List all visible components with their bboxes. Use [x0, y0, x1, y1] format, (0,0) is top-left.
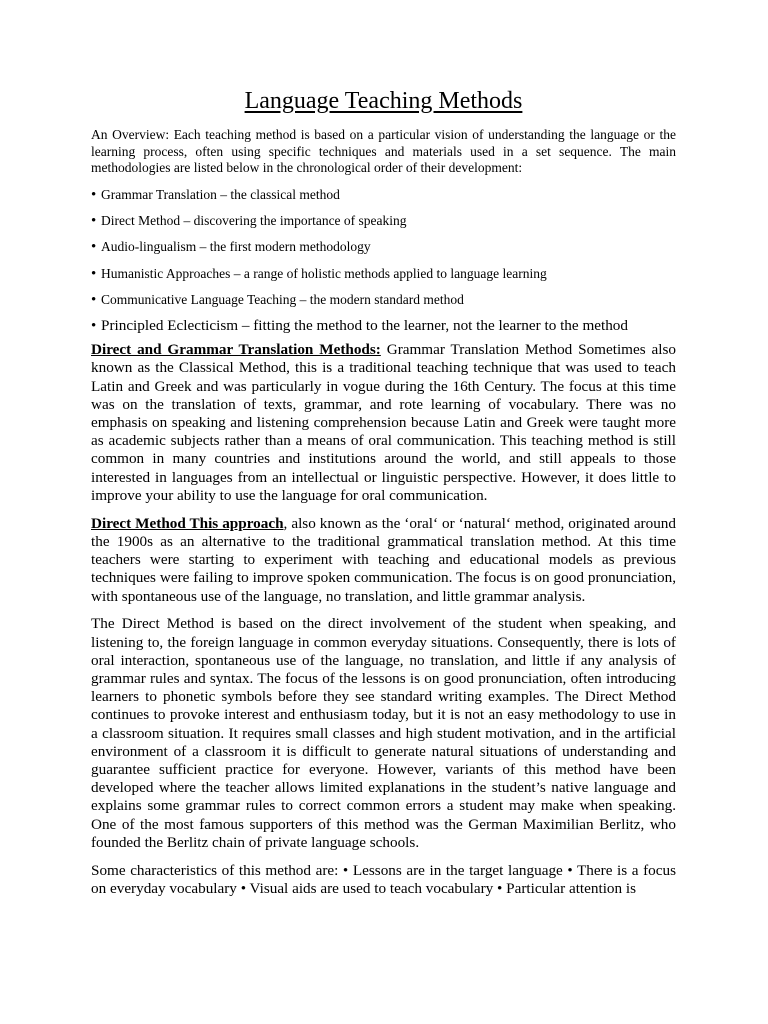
page-title: Language Teaching Methods: [244, 88, 523, 114]
grammar-translation-paragraph: [91, 341, 676, 505]
bullet-icon: •: [91, 291, 97, 308]
list-item-text: Direct Method – discovering the importance of speaking: [101, 213, 407, 229]
list-item: [91, 238, 676, 256]
list-item-text: Communicative Language Teaching – the modern standard method: [101, 291, 464, 307]
direct-method-detail-paragraph: The Direct Method is based on the direct involvement of the student when speaking, and listening to, the foreign language in common everyday situations. Consequently, there is lots of oral interaction, spontaneous use of the language, no translation, and little if any analysis of grammar rules and syntax. The focus of the lessons is on good pronunciation, often introducing learners to phonetic symbols before they see standard writing examples. The Direct Method continues to provoke interest and enthusiasm today, but it is not an easy methodology to use in a classroom situation. It requires small classes and high student motivation, and in the artificial environment of a classroom it is difficult to generate natural situations of understanding and guarantee sufficient practice for everyone. However, variants of this method have been developed where the teacher allows limited explanations in the student’s native language and explains some grammar rules to correct common errors a student may make when speaking. One of the most famous supporters of this method was the German Maximilian Berlitz, who founded the Berlitz chain of private language schools.: [91, 615, 676, 851]
bullet-icon: •: [91, 186, 97, 203]
overview-paragraph: An Overview: Each teaching method is based on a particular vision of understanding the language or the learning process, often using specific techniques and materials used in a set sequence. The main methodologies are listed below in the chronological order of their development:: [91, 127, 676, 176]
bullet-icon: •: [91, 239, 97, 256]
list-item: [91, 317, 676, 335]
list-item: [91, 265, 676, 283]
methods-list: [91, 186, 676, 335]
direct-method-paragraph: [91, 515, 676, 606]
characteristics-paragraph: Some characteristics of this method are: • Lessons are in the target language • There is a focus on everyday vocabulary • Visual aids are used to teach vocabulary • Particular attention is: [91, 861, 676, 897]
list-item-text: Audio-lingualism – the first modern methodology: [101, 239, 371, 255]
bullet-icon: •: [91, 265, 97, 282]
section-heading: Direct Method This approach: [91, 514, 284, 532]
list-item-text: Grammar Translation – the classical method: [101, 186, 340, 202]
paragraph-text: , also known as the ‘oral‘ or ‘natural‘ method, originated around the 1900s as an alternative to the traditional grammatical translation method. At this time teachers were starting to experiment with teaching and educational models as previous techniques were failing to improve spoken communication. The focus is on good pronunciation, with spontaneous use of the language, no translation, and little grammar analysis.: [91, 514, 676, 605]
list-item-text: Humanistic Approaches – a range of holistic methods applied to language learning: [101, 265, 547, 281]
bullet-icon: •: [91, 318, 97, 335]
paragraph-text: Grammar Translation Method Sometimes also known as the Classical Method, this is a traditional teaching technique that was used to teach Latin and Greek and was particularly in vogue during the 16th Century. The focus at this time was on the translation of texts, grammar, and rote learning of vocabulary. There was no emphasis on speaking and listening comprehension because Latin and Greek were taught more as academic subjects rather than a means of oral communication. This teaching method is still common in many countries and institutions around the world, and still appeals to those interested in languages from an intellectual or linguistic perspective. However, it does little to improve your ability to use the language for oral communication.: [91, 341, 676, 504]
section-heading: Direct and Grammar Translation Methods:: [91, 341, 381, 359]
list-item: [91, 186, 676, 204]
list-item-text: Principled Eclecticism – fitting the method to the learner, not the learner to the method: [101, 317, 628, 335]
bullet-icon: •: [91, 213, 97, 230]
list-item: [91, 212, 676, 230]
list-item: [91, 291, 676, 309]
